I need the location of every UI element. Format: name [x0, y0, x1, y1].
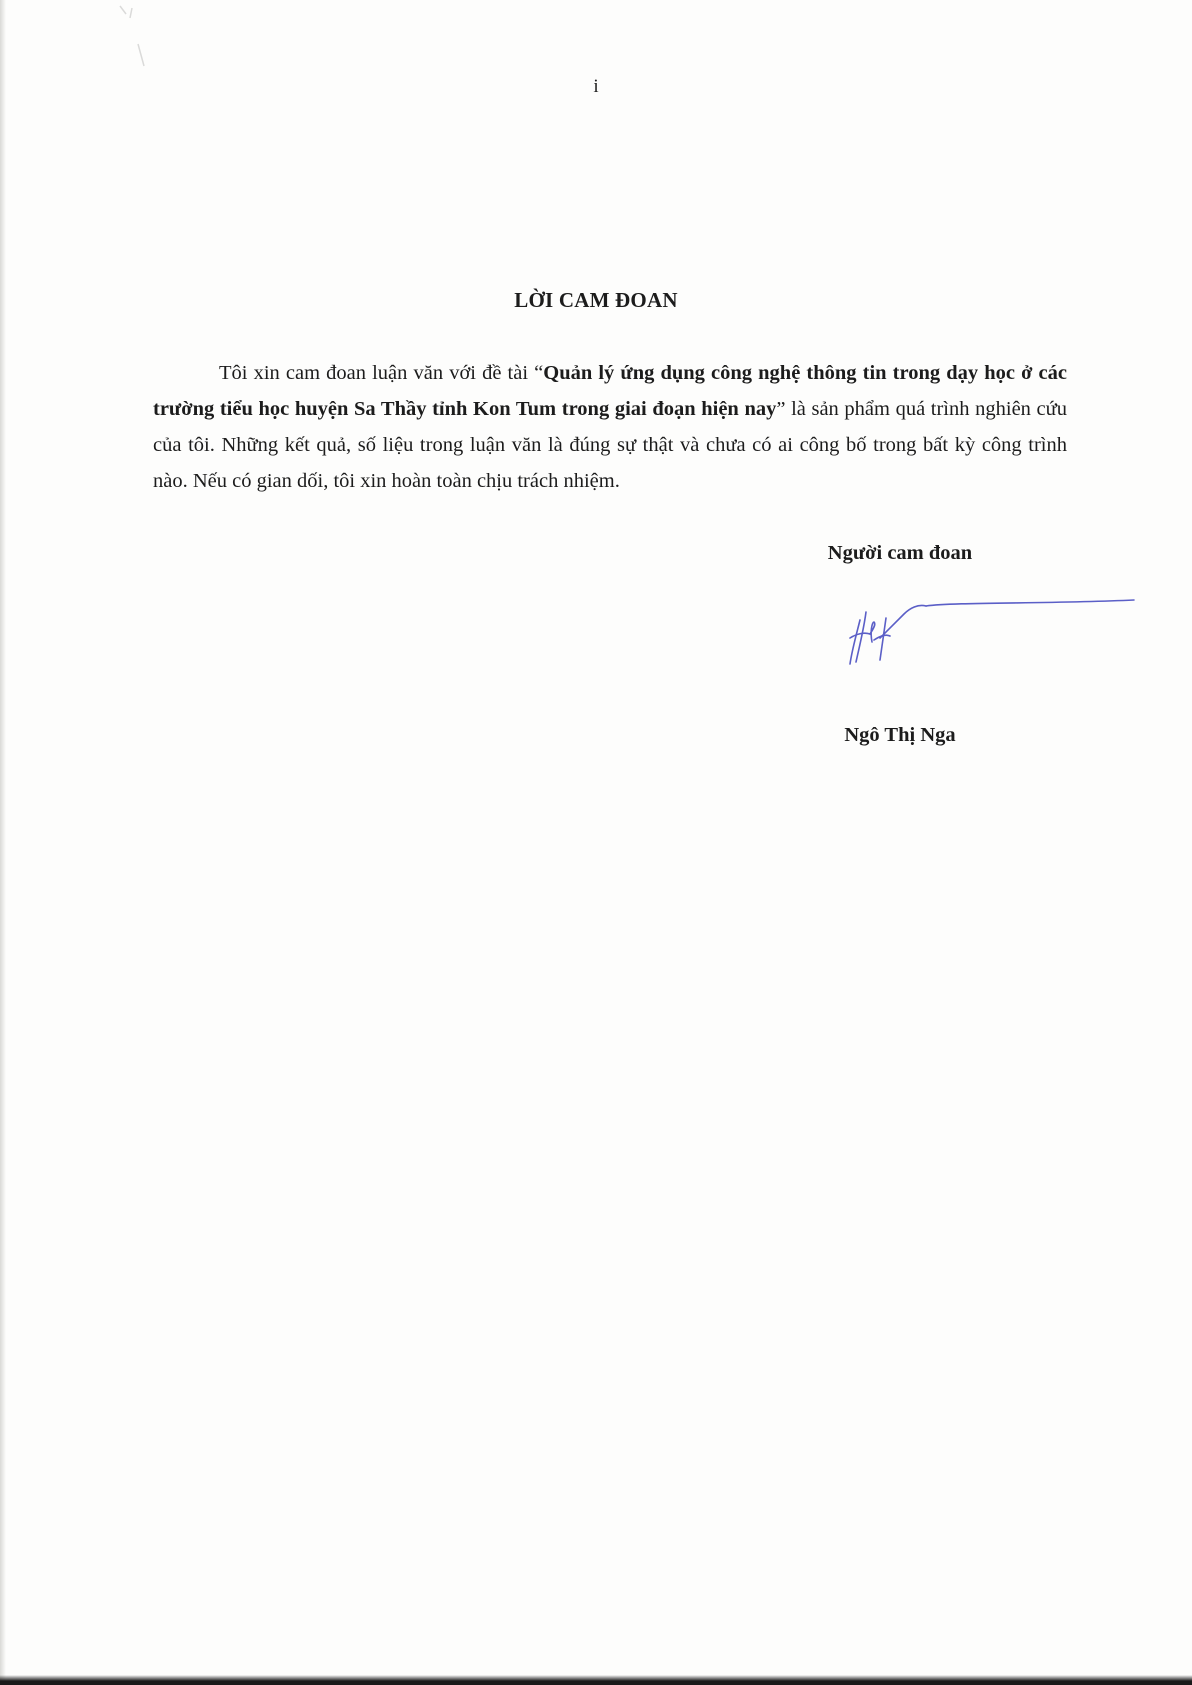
signer-name: Ngô Thị Nga: [844, 724, 956, 746]
paragraph-rest: ” là sản phẩm quá trình nghiên cứu của tôi. Những kết quả, số liệu trong luận văn là đúng sự thật và chưa có ai công bố trong bất kỳ công trình nào. Nếu có gian dối, tôi xin hoàn toàn chịu trách nhiệm.: [153, 398, 1067, 492]
signer-label: Người cam đoan: [827, 542, 973, 564]
page-title: LỜI CAM ĐOAN: [514, 288, 678, 312]
scan-edge-shadow: [0, 0, 6, 1685]
handwritten-signature: [846, 598, 1136, 678]
page-number: i: [593, 76, 599, 97]
thesis-title: Quản lý ứng dụng công nghệ thông tin trong dạy học ở các trường tiểu học huyện Sa Thầy tỉnh Kon Tum trong giai đoạn hiện nay: [153, 362, 1067, 420]
paragraph-intro: Tôi xin cam đoan luận văn với đề tài “: [219, 362, 544, 384]
scan-bottom-border: [0, 1675, 1192, 1685]
declaration-paragraph: [153, 355, 1067, 499]
scan-artifact-mark: [118, 4, 158, 74]
